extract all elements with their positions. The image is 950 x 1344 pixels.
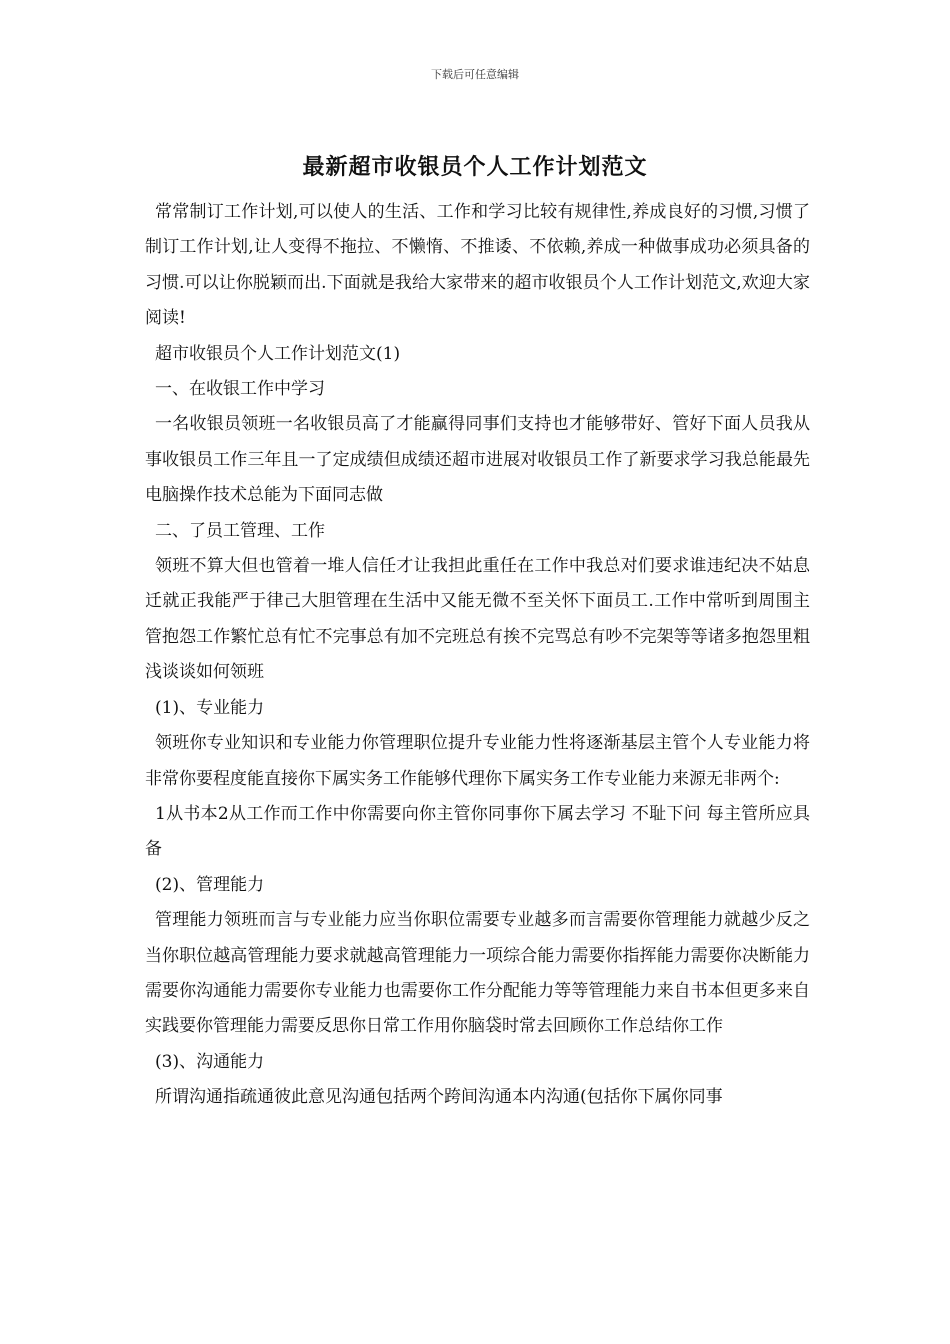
section-heading: 超市收银员个人工作计划范文(1) bbox=[155, 343, 401, 364]
subsection-heading: (1)、专业能力 bbox=[155, 697, 265, 718]
subsection-heading: (2)、管理能力 bbox=[155, 874, 265, 895]
paragraph: 1从书本2从工作而工作中你需要向你主管你同事你下属去学习 不耻下问 每主管所应具备 bbox=[145, 803, 810, 860]
paragraph: 所谓沟通指疏通彼此意见沟通包括两个跨间沟通本内沟通(包括你下属你同事 bbox=[155, 1087, 723, 1108]
subsection-heading: (3)、沟通能力 bbox=[155, 1051, 265, 1072]
paragraph: 领班不算大但也管着一堆人信任才让我担此重任在工作中我总对们要求谁违纪决不姑息迁就正我能严于律己大胆管理在生活中又能无微不至关怀下面员工.工作中常听到周围主管抱怨工作繁忙总有忙不完事总有加不完班总有挨不完骂总有吵不完架等等诸多抱怨里粗浅谈谈如何领班 bbox=[145, 556, 810, 683]
paragraph: 一名收银员领班一名收银员高了才能赢得同事们支持也才能够带好、管好下面人员我从事收银员工作三年且一了定成绩但成绩还超市进展对收银员工作了新要求学习我总能最先电脑操作技术总能为下面同志做 bbox=[145, 414, 810, 506]
subsection-heading: 二、了员工管理、工作 bbox=[155, 520, 325, 541]
document-body bbox=[145, 195, 810, 1116]
paragraph: 领班你专业知识和专业能力你管理职位提升专业能力性将逐渐基层主管个人专业能力将非常你要程度能直接你下属实务工作能够代理你下属实务工作专业能力来源无非两个: bbox=[145, 733, 810, 789]
paragraph: 管理能力领班而言与专业能力应当你职位需要专业越多而言需要你管理能力就越少反之当你职位越高管理能力要求就越高管理能力一项综合能力需要你指挥能力需要你决断能力需要你沟通能力需要你专业能力也需要你工作分配能力等等管理能力来自书本但更多来自实践要你管理能力需要反思你日常工作用你脑袋时常去回顾你工作总结你工作 bbox=[145, 910, 810, 1037]
header-note: 下载后可任意编辑 bbox=[431, 68, 519, 81]
paragraph-intro: 常常制订工作计划,可以使人的生活、工作和学习比较有规律性,养成良好的习惯,习惯了制订工作计划,让人变得不拖拉、不懒惰、不推诿、不依赖,养成一种做事成功必须具备的习惯.可以让你脱颖而出.下面就是我给大家带来的超市收银员个人工作计划范文,欢迎大家阅读! bbox=[145, 202, 810, 329]
document-title: 最新超市收银员个人工作计划范文 bbox=[302, 154, 648, 180]
subsection-heading: 一、在收银工作中学习 bbox=[155, 379, 325, 400]
